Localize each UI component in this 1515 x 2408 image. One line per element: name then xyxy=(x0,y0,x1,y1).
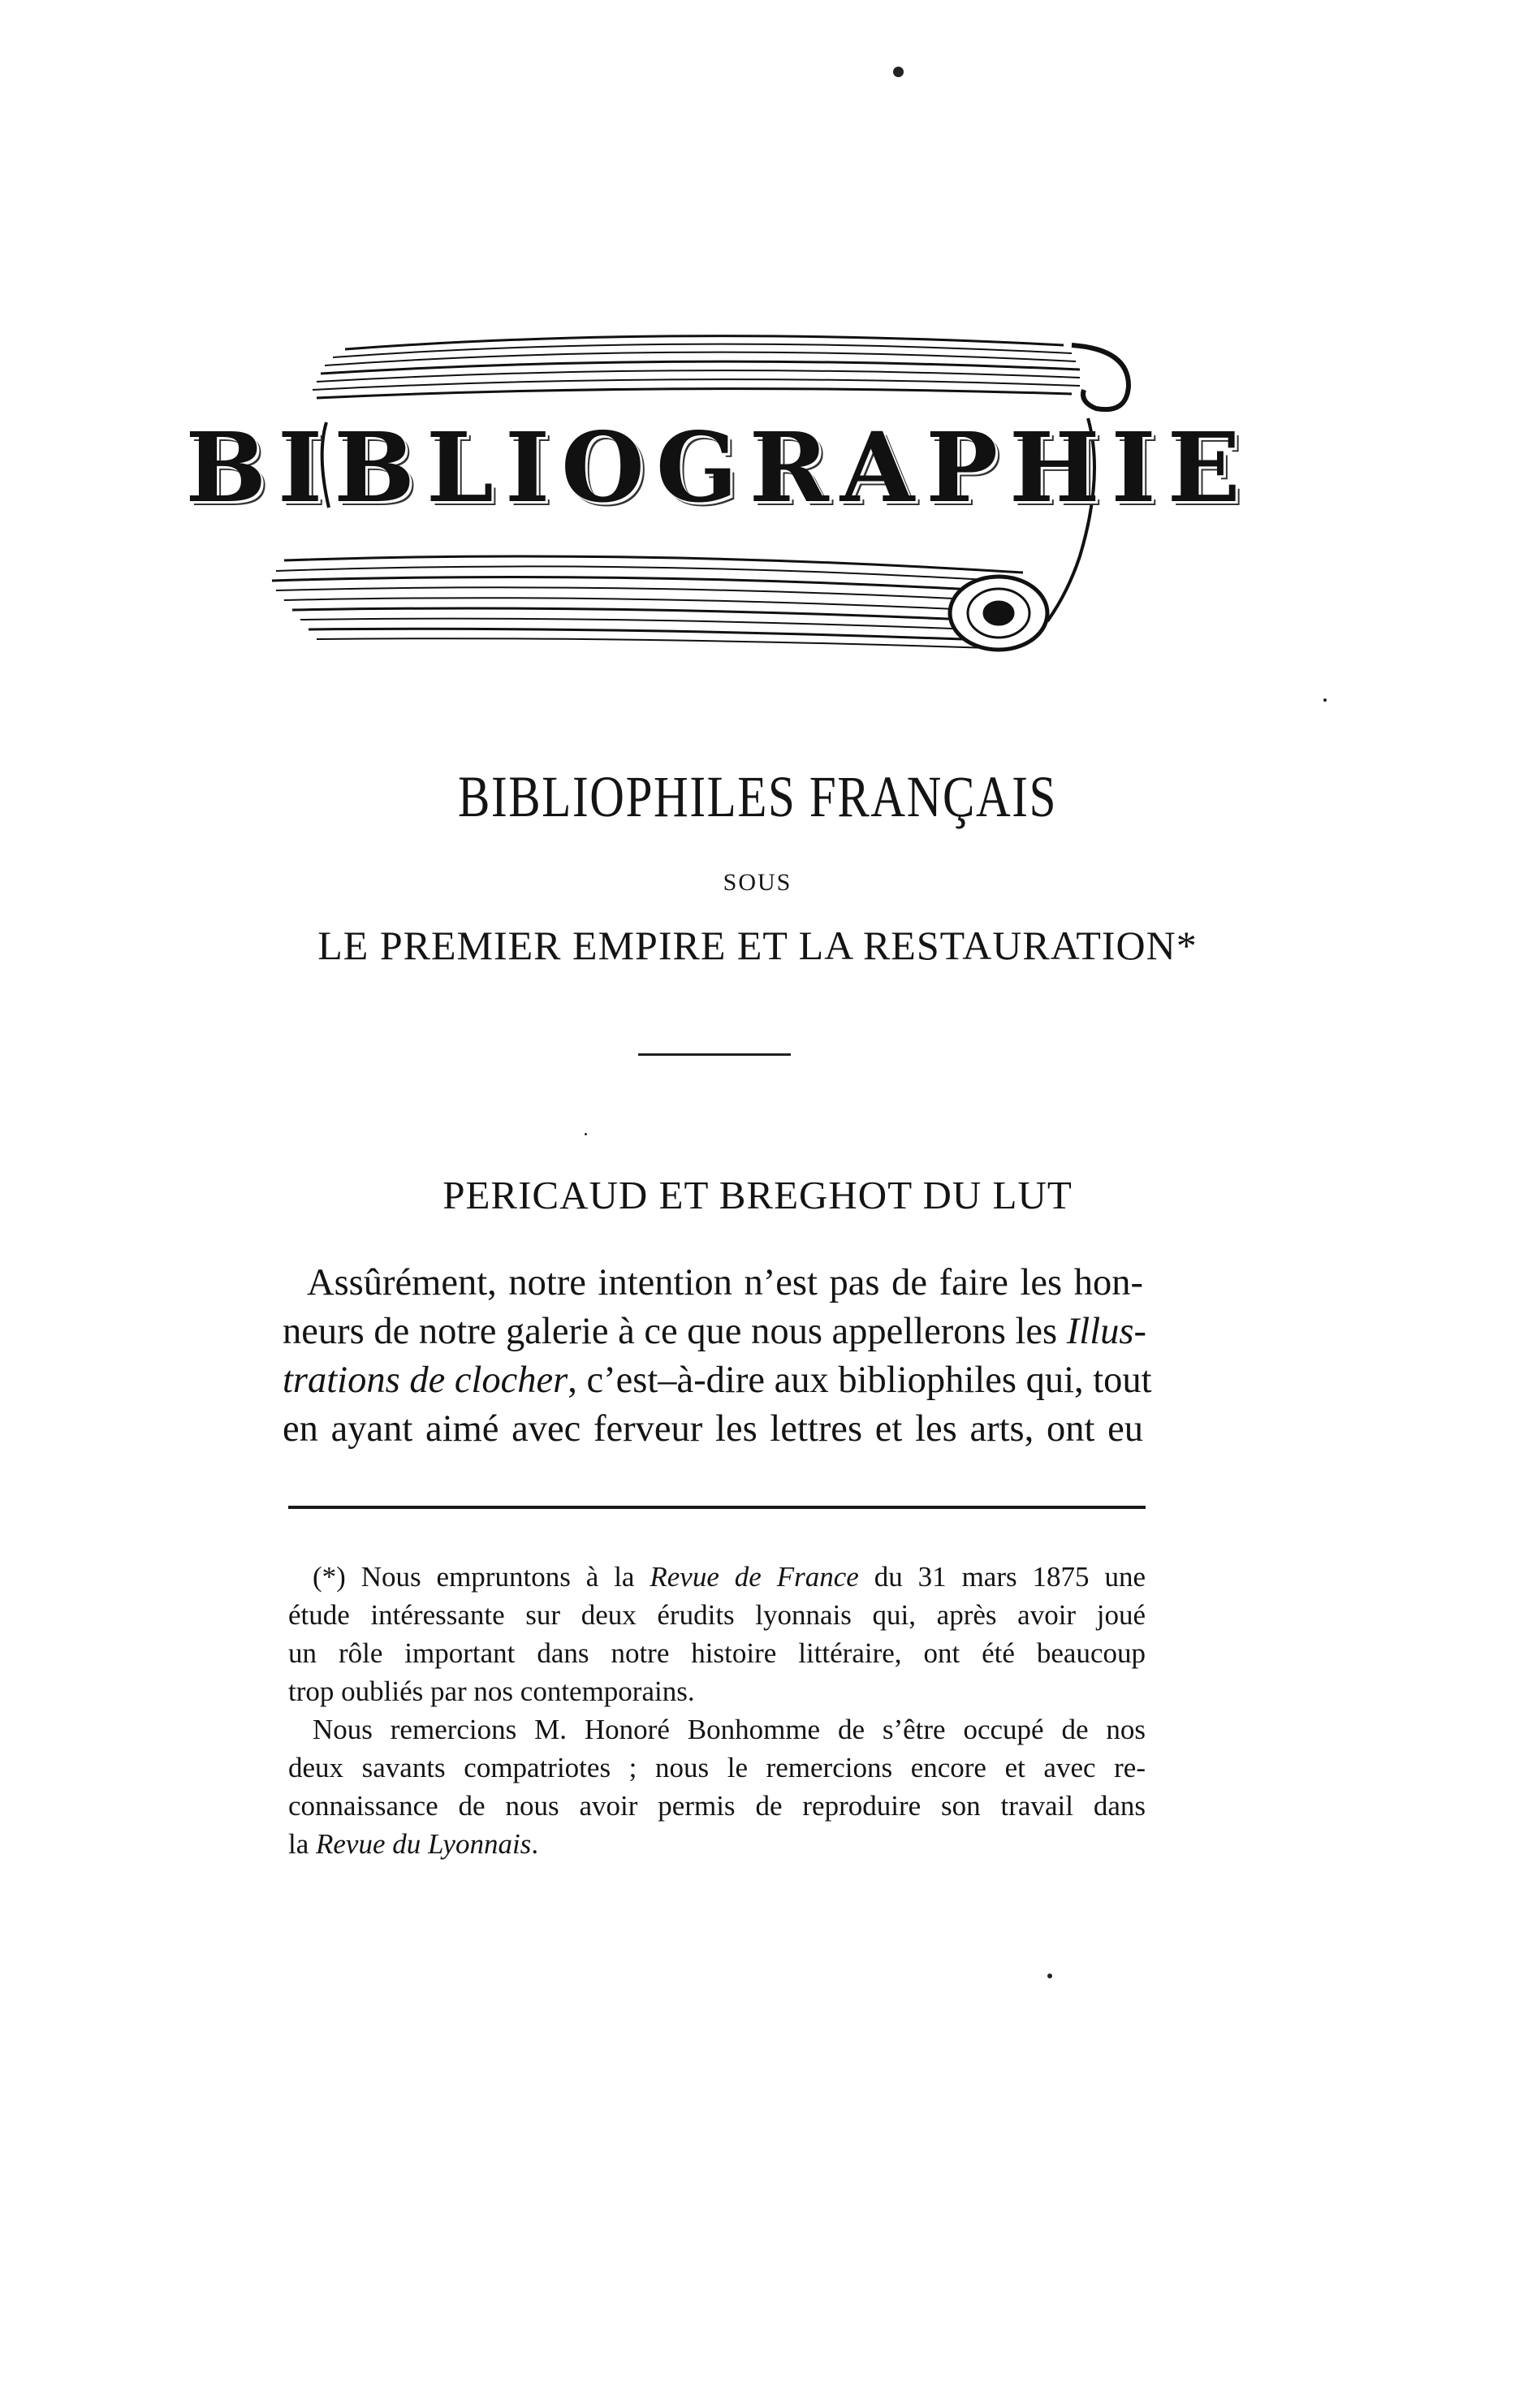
footnote-line: étude intéressante sur deux érudits lyonnais qui, après avoir joué xyxy=(288,1599,1146,1631)
body-line: en ayant aimé avec ferveur les lettres et les arts, ont eu xyxy=(283,1408,1143,1450)
ink-speck xyxy=(1047,1974,1052,1978)
footnote-line: trop oubliés par nos contemporains. xyxy=(288,1675,695,1707)
body-paragraph xyxy=(283,1259,1152,1454)
title-connector: SOUS xyxy=(723,869,792,896)
footnote-line: connaissance de nous avoir permis de reproduire son travail dans xyxy=(288,1790,1146,1822)
section-heading: PERICAUD ET BREGHOT DU LUT xyxy=(442,1173,1073,1217)
italic-term: trations de clocher xyxy=(283,1360,568,1401)
footnote-line: la Revue du Lyonnais. xyxy=(288,1828,539,1860)
banner-top-curl xyxy=(1072,345,1129,409)
footnote-line: deux savants compatriotes ; nous le remercions encore et avec re- xyxy=(288,1752,1146,1783)
ink-speck xyxy=(893,67,904,77)
footnote-line: (*) Nous empruntons à la Revue de France du 31 mars 1875 une xyxy=(313,1561,1146,1593)
journal-title: Revue du Lyonnais xyxy=(316,1828,532,1860)
main-title: BIBLIOPHILES FRANÇAIS xyxy=(457,764,1058,829)
banner-title: BIBLIOGRAPHIE xyxy=(185,410,1252,524)
footnote xyxy=(288,1558,1146,1863)
footnote-line: Nous remercions M. Honoré Bonhomme de s’être occupé de nos xyxy=(313,1714,1146,1745)
title-divider xyxy=(638,1053,791,1056)
ink-speck xyxy=(585,1133,587,1135)
subtitle: LE PREMIER EMPIRE ET LA RESTAURATION* xyxy=(317,923,1198,968)
footnote-line: un rôle important dans notre histoire littéraire, ont été beaucoup xyxy=(288,1637,1146,1669)
body-line: trations de clocher, c’est–à-dire aux bibliophiles qui, tout xyxy=(283,1360,1152,1401)
ink-speck xyxy=(1323,698,1327,702)
body-line: Assûrément, notre intention n’est pas de faire les hon- xyxy=(307,1262,1143,1303)
italic-term: Illus- xyxy=(1066,1311,1146,1352)
banner-top-band xyxy=(313,336,1080,398)
body-line: neurs de notre galerie à ce que nous appellerons les Illus- xyxy=(283,1311,1146,1352)
footnote-divider xyxy=(288,1506,1146,1509)
banner-bottom-band xyxy=(272,556,1039,649)
journal-title: Revue de France xyxy=(650,1561,859,1593)
